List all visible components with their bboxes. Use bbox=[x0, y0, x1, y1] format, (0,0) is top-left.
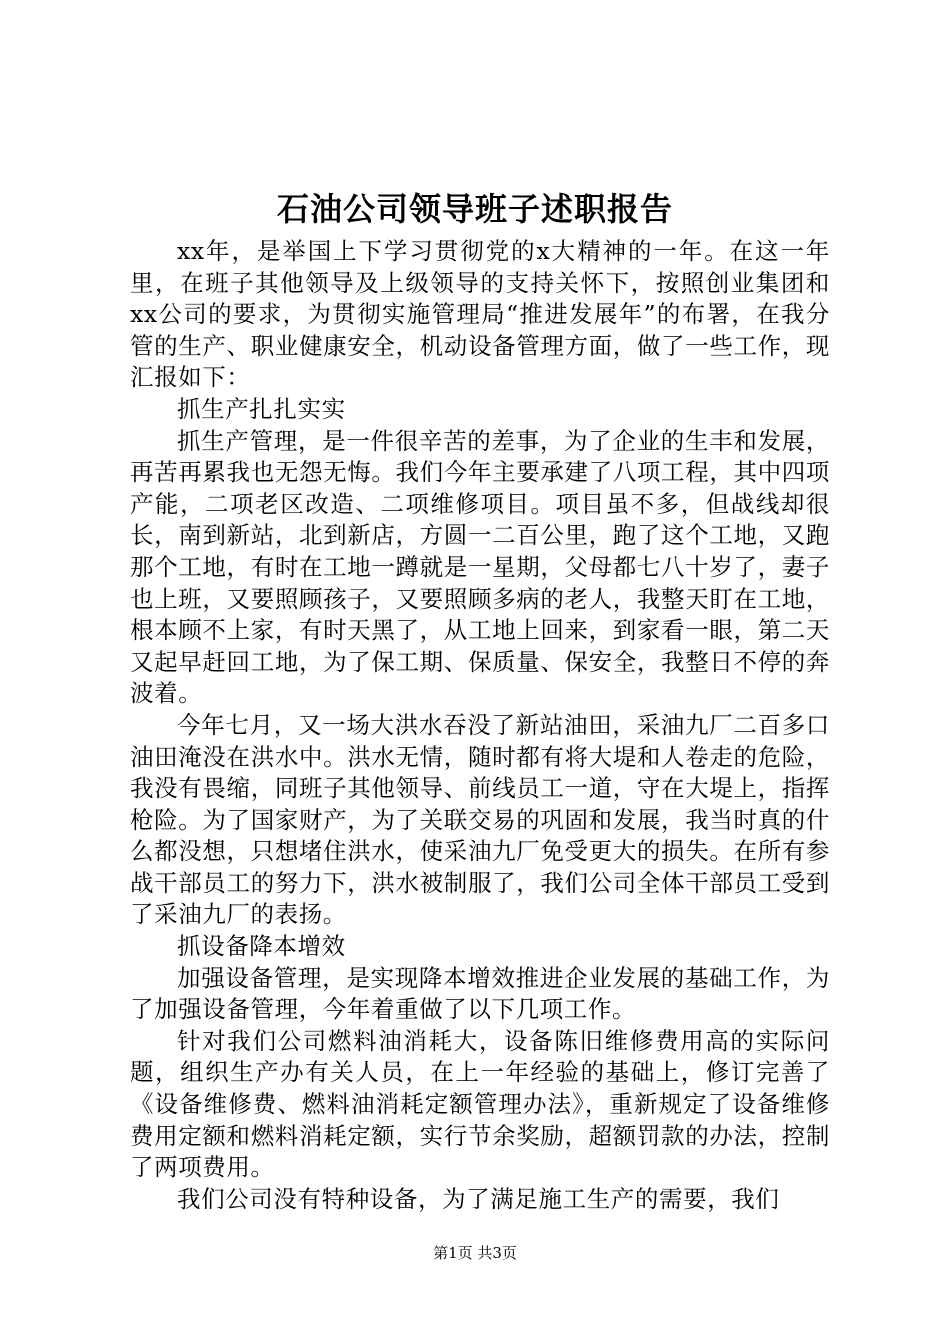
paragraph-equipment-intro: 加强设备管理，是实现降本增效推进企业发展的基础工作，为了加强设备管理，今年着重做了以下几项工作。 bbox=[130, 963, 830, 1024]
document-body bbox=[130, 236, 830, 1215]
paragraph-flood: 今年七月，又一场大洪水吞没了新站油田，采油九厂二百多口油田淹没在洪水中。洪水无情，随时都有将大堤和人卷走的危险，我没有畏缩，同班子其他领导、前线员工一道，守在大堤上，指挥枪险。为了国家财产，为了关联交易的巩固和发展，我当时真的什么都没想，只想堵住洪水，使采油九厂免受更大的损失。在所有参战干部员工的努力下，洪水被制服了，我们公司全体干部员工受到了采油九厂的表扬。 bbox=[130, 710, 830, 929]
section-heading-equipment: 抓设备降本增效 bbox=[177, 932, 346, 961]
paragraph-production-management: 抓生产管理，是一件很辛苦的差事，为了企业的生丰和发展，再苦再累我也无怨无悔。我们今年主要承建了八项工程，其中四项产能，二项老区改造、二项维修项目。项目虽不多，但战线却很长，南到新站，北到新店，方圆一二百公里，跑了这个工地，又跑那个工地，有时在工地一蹲就是一星期，父母都七八十岁了，妻子也上班，又要照顾孩子，又要照顾多病的老人，我整天盯在工地，根本顾不上家，有时天黑了，从工地上回来，到家看一眼，第二天又起早赶回工地，为了保工期、保质量、保安全，我整日不停的奔波着。 bbox=[130, 426, 830, 708]
paragraph-special-equipment: 我们公司没有特种设备，为了满足施工生产的需要，我们 bbox=[177, 1184, 780, 1213]
paragraph-intro: xx年，是举国上下学习贯彻党的x大精神的一年。在这一年里，在班子其他领导及上级领导的支持关怀下，按照创业集团和xx公司的要求，为贯彻实施管理局“推进发展年”的布署，在我分管的生产、职业健康安全，机动设备管理方面，做了一些工作，现汇报如下： bbox=[130, 237, 830, 392]
paragraph-fuel-consumption: 针对我们公司燃料油消耗大，设备陈旧维修费用高的实际问题，组织生产办有关人员，在上一年经验的基础上，修订完善了《设备维修费、燃料油消耗定额管理办法》，重新规定了设备维修费用定额和燃料消耗定额，实行节余奖励，超额罚款的办法，控制了两项费用。 bbox=[130, 1026, 830, 1182]
page-footer: 第1页 共3页 bbox=[433, 1244, 517, 1262]
section-heading-production: 抓生产扎扎实实 bbox=[177, 394, 346, 423]
document-title: 石油公司领导班子述职报告 bbox=[276, 190, 673, 228]
